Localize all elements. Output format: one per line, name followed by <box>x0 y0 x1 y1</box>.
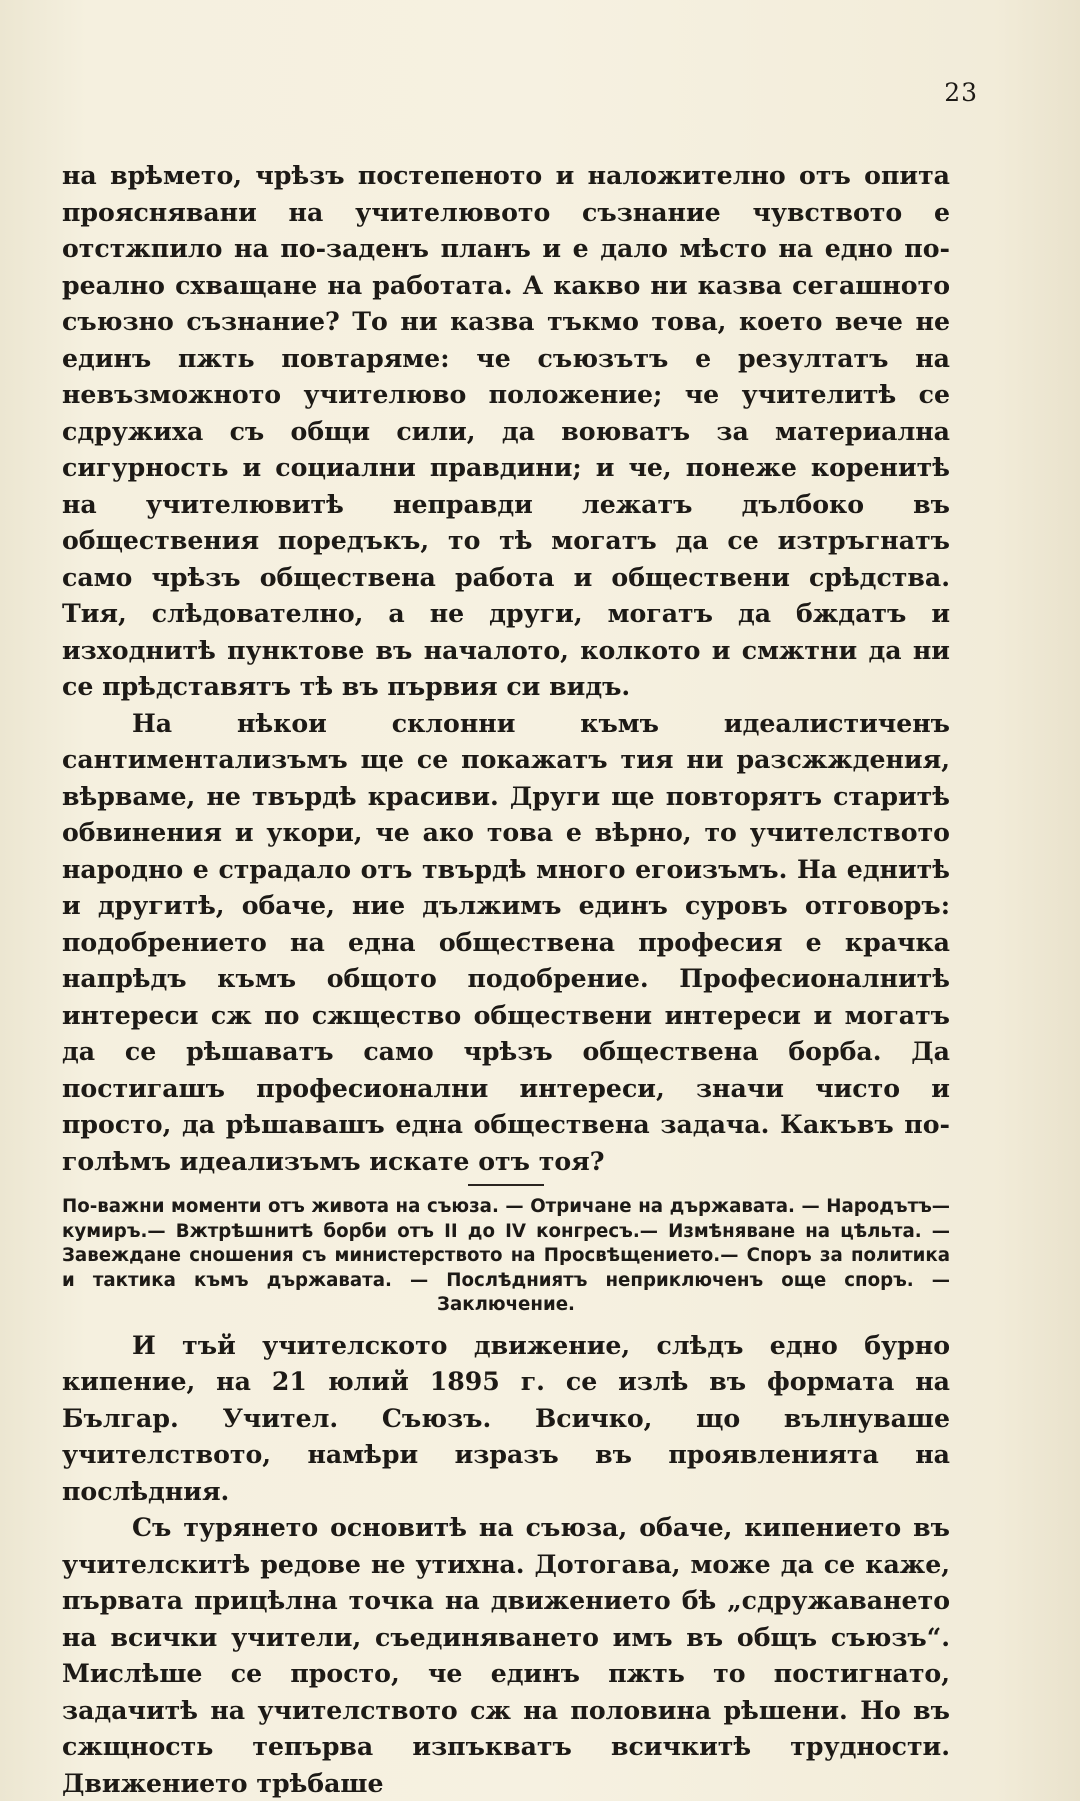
page-number: 23 <box>944 78 978 107</box>
paragraph-union-founding: И тъй учителското движение, слѣдъ едно бурно кипение, на 21 юлий 1895 г. се излѣ въ формата на Българ. Учител. Съюзъ. Всичко, що вълнуваше учителството, намѣри изразъ въ проявленията на послѣдния. <box>62 1329 950 1506</box>
section-summary: По-важни моменти отъ живота на съюза. — Отричане на държавата. — Народътъ—кумиръ.— Вжтрѣшнитѣ борби отъ II до IV конгресъ.— Измѣняване на цѣльта. — Завеждане сношения съ министерството на Просвѣщението.— Споръ за политика и тактика къмъ държавата. — Послѣдниятъ неприключенъ още споръ. — Заключение. <box>62 1196 950 1315</box>
paragraph-idealism: На нѣкои склонни къмъ идеалистиченъ сантиментализъмъ ще се покажатъ тия ни разсжждения, вѣрваме, не твърдѣ красиви. Други ще повторятъ старитѣ обвинения и укори, че ако това е вѣрно, то учителството народно е страдало отъ твърдѣ много егоизъмъ. На еднитѣ и другитѣ, обаче, ние дължимъ единъ суровъ отговоръ: подобрението на една обществена професия е крачка напрѣдъ къмъ общото подобрение. Професионалнитѣ интереси сж по сжщество обществени интереси и могатъ да се рѣшаватъ само чрѣзъ обществена борба. Да постигашъ професионални интереси, значи чисто и просто, да рѣшавашъ една обществена задача. Какъвъ по-голѣмъ идеализъмъ искате отъ тоя? <box>62 707 950 1176</box>
paragraph-continuation: на врѣмето, чрѣзъ постепеното и наложително отъ опита прояснявани на учителювото съзнание чувството е отстжпило на по-заденъ планъ и е дало мѣсто на едно по-реално схващане на работата. А какво ни казва сегашното съюзно съзнание? То ни казва тъкмо това, което вече не единъ пжть повтаряме: че съюзътъ е резултатъ на невъзможното учителюво положение; че учителитѣ се сдружиха съ общи сили, да воюватъ за материална сигурность и социални правдини; и че, понеже коренитѣ на учителювитѣ неправди лежатъ дълбоко въ обществения поредъкъ, то тѣ могатъ да се изтръгнатъ само чрѣзъ обществена работа и обществени срѣдства. Тия, слѣдователно, а не други, могатъ да бждатъ и изходнитѣ пунктове въ началото, колкото и смжтни да ни се прѣдставятъ тѣ въ първия си видъ. <box>62 160 950 701</box>
section-divider <box>468 1184 544 1186</box>
paragraph-after-founding: Съ турянето основитѣ на съюза, обаче, кипението въ учителскитѣ редове не утихна. Дотогава, може да се каже, първата прицѣлна точка на движението бѣ „сдружаването на всички учители, съединяването имъ въ общъ съюзъ“. Мислѣше се просто, че единъ пжть то постигнато, задачитѣ на учителството сж на половина рѣшени. Но въ сжщность тепърва изпъкватъ всичкитѣ трудности. Движението трѣбаше <box>62 1512 950 1798</box>
page-body <box>62 157 950 1801</box>
